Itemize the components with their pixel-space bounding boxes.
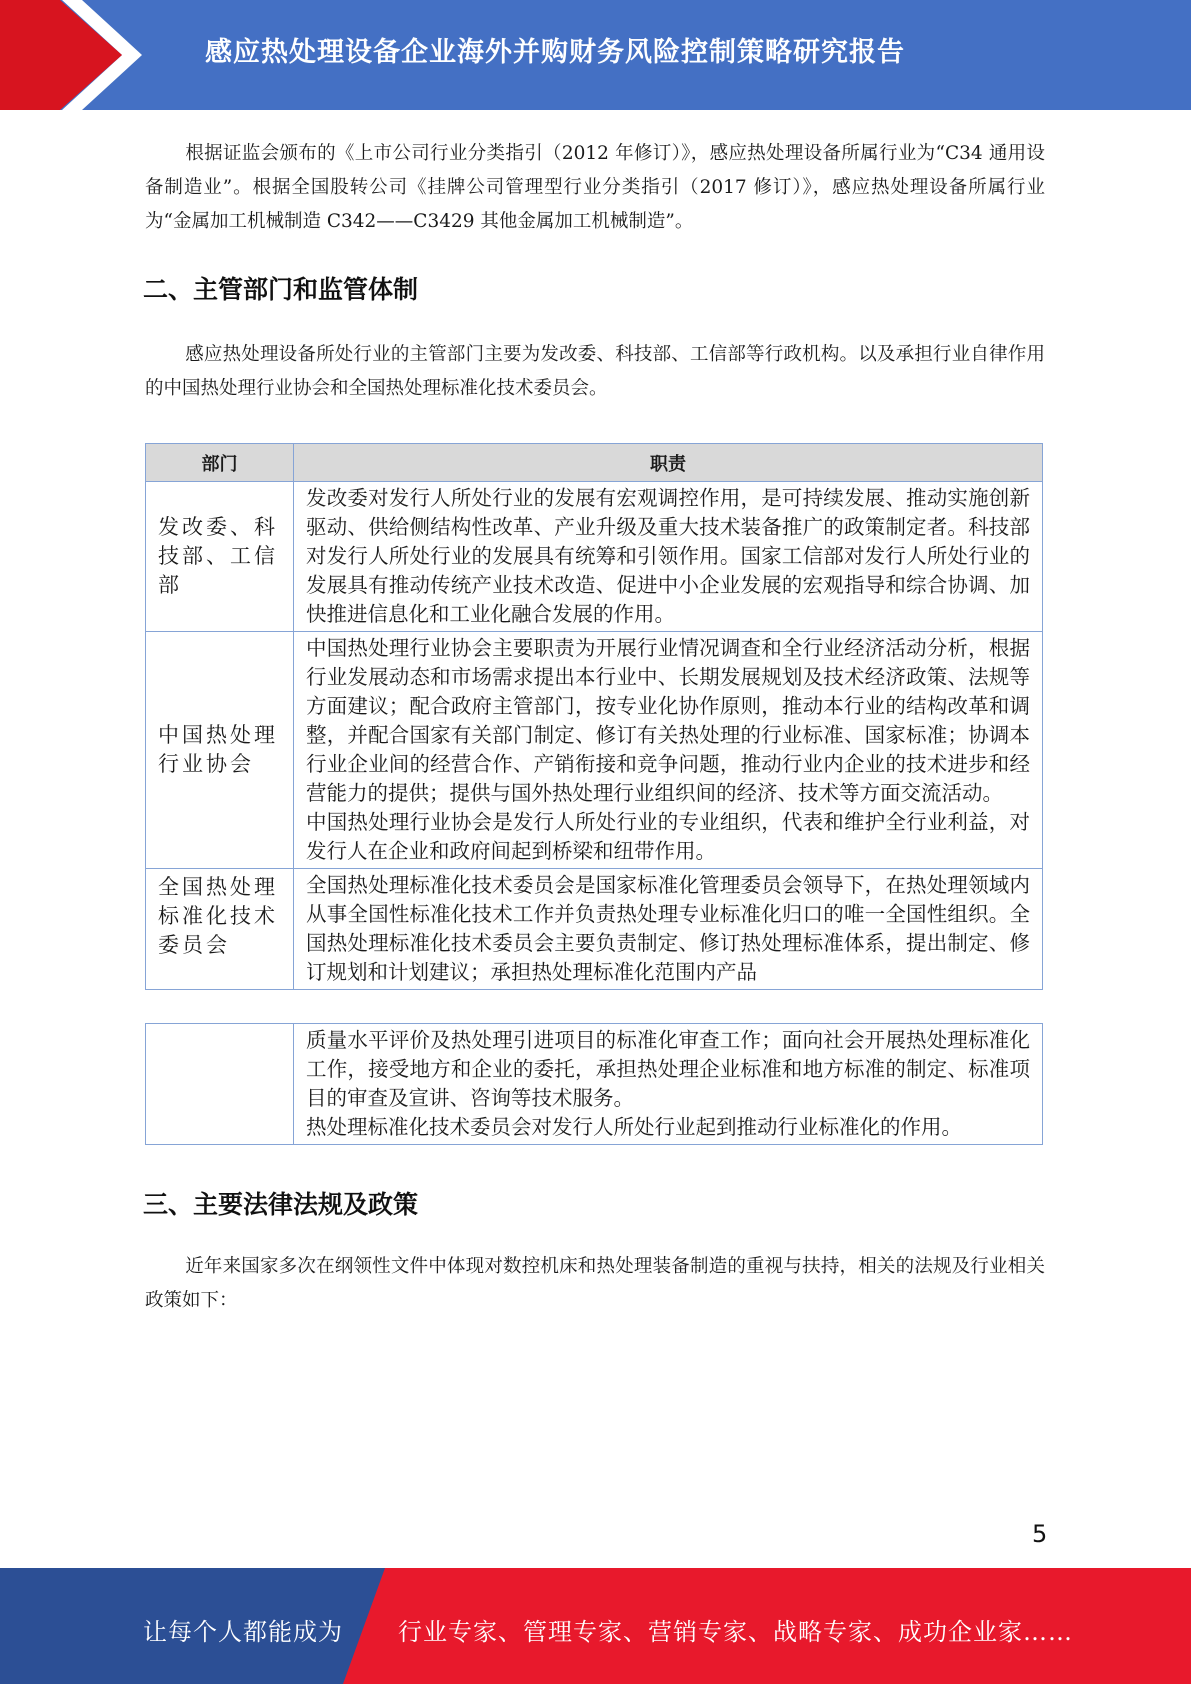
dept-cell: 中国热处理行业协会: [146, 632, 294, 869]
laws-paragraph: 近年来国家多次在纲领性文件中体现对数控机床和热处理装备制造的重视与扶持，相关的法规及行业相关政策如下：: [145, 1256, 1045, 1311]
duty-cell: 发改委对发行人所处行业的发展有宏观调控作用，是可持续发展、推动实施创新驱动、供给侧结构性改革、产业升级及重大技术装备推广的政策制定者。科技部对发行人所处行业的发展具有统筹和引领作用。国家工信部对发行人所处行业的发展具有推动传统产业技术改造、促进中小企业发展的宏观指导和综合协调、加快推进信息化和工业化融合发展的作用。: [294, 482, 1043, 632]
table-row: [146, 869, 1043, 990]
section-heading-laws: 三、主要法律法规及政策: [143, 1190, 419, 1219]
table-header-row: [146, 444, 1043, 482]
column-header-duties: 职责: [294, 444, 1043, 482]
header-red-block: [0, 0, 60, 110]
header-red-arrow: [60, 0, 122, 110]
table-row: [146, 1024, 1043, 1145]
duty-cell: 全国热处理标准化技术委员会是国家标准化管理委员会领导下，在热处理领域内从事全国性标准化技术工作并负责热处理专业标准化归口的唯一全国性组织。全国热处理标准化技术委员会主要负责制定、修订热处理标准体系，提出制定、修订规划和计划建议；承担热处理标准化范围内产品: [294, 869, 1043, 990]
department-duties-table: [145, 443, 1043, 990]
footer-slogan-right: 行业专家、管理专家、营销专家、战略专家、成功企业家……: [398, 1618, 1073, 1646]
report-title: 感应热处理设备企业海外并购财务风险控制策略研究报告: [205, 37, 905, 68]
column-header-dept: 部门: [146, 444, 294, 482]
duty-cell: 中国热处理行业协会主要职责为开展行业情况调查和全行业经济活动分析，根据行业发展动态和市场需求提出本行业中、长期发展规划及技术经济政策、法规等方面建议；配合政府主管部门，按专业化协作原则，推动本行业的结构改革和调整，并配合国家有关部门制定、修订有关热处理的行业标准、国家标准；协调本行业企业间的经营合作、产销衔接和竞争问题，推动行业内企业的技术进步和经营能力的提供；提供与国外热处理行业组织间的经济、技术等方面交流活动。 中国热处理行业协会是发行人所处行业的专业组织，代表和维护全行业利益，对发行人在企业和政府间起到桥梁和纽带作用。: [294, 632, 1043, 869]
dept-cell: 发改委、科技部、工信部: [146, 482, 294, 632]
dept-cell: [146, 1024, 294, 1145]
footer-slogan-left: 让每个人都能成为: [143, 1618, 343, 1646]
intro-paragraph: 根据证监会颁布的《上市公司行业分类指引（2012 年修订）》，感应热处理设备所属行业为“C34 通用设备制造业”。根据全国股转公司《挂牌公司管理型行业分类指引（2017 修订）》，感应热处理设备所属行业为“金属加工机械制造 C342——C3429 其他金属加工机械制造”。: [145, 143, 1045, 232]
page-header: [0, 0, 1191, 110]
supervision-paragraph: 感应热处理设备所处行业的主管部门主要为发改委、科技部、工信部等行政机构。以及承担行业自律作用的中国热处理行业协会和全国热处理标准化技术委员会。: [145, 344, 1045, 399]
table-row: [146, 482, 1043, 632]
table-row: [146, 632, 1043, 869]
dept-cell: 全国热处理标准化技术委员会: [146, 869, 294, 990]
duty-cell: 质量水平评价及热处理引进项目的标准化审查工作；面向社会开展热处理标准化工作，接受地方和企业的委托，承担热处理企业标准和地方标准的制定、标准项目的审查及宣讲、咨询等技术服务。 热处理标准化技术委员会对发行人所处行业起到推动行业标准化的作用。: [294, 1024, 1043, 1145]
page-footer: [0, 1568, 1191, 1684]
section-heading-supervision: 二、主管部门和监管体制: [143, 275, 419, 304]
page-number: 5: [1032, 1520, 1048, 1548]
department-duties-table-continued: [145, 1023, 1043, 1145]
